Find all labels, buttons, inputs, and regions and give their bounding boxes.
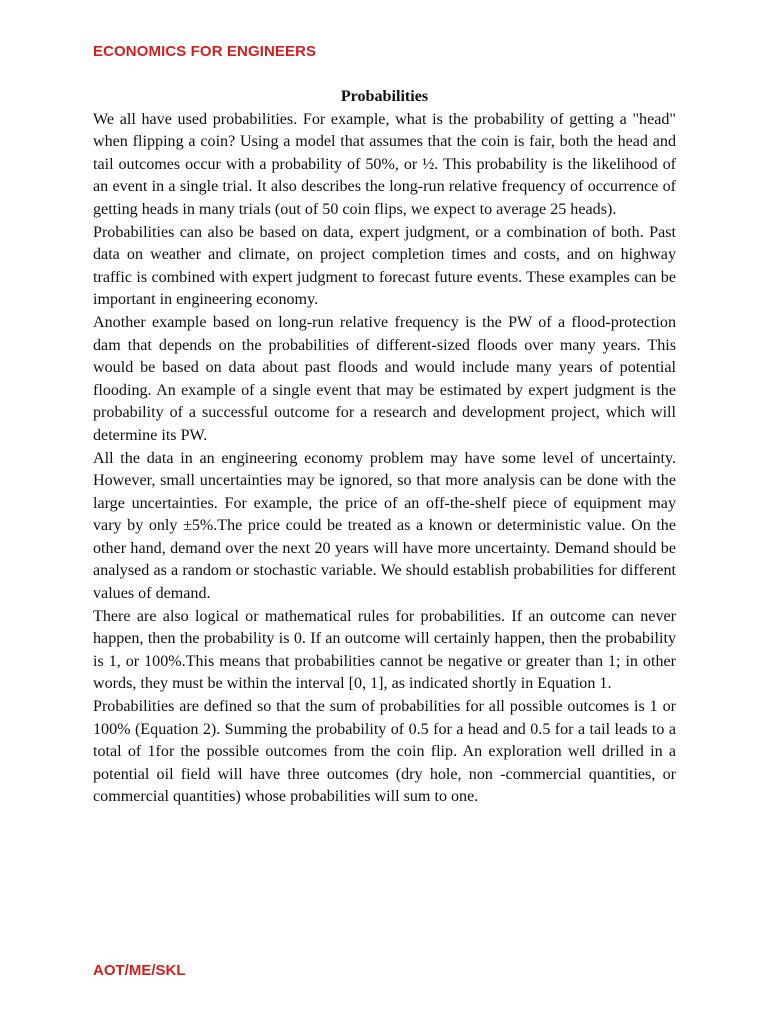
section-title: Probabilities xyxy=(340,88,429,105)
paragraph-4: All the data in an engineering economy problem may have some level of uncertainty. However, small uncertainties may be ignored, so that more analysis can be done with the large uncertainties. For example, the price of an off-the-shelf piece of equipment may vary by only ±5%.The price could be treated as a known or deterministic value. On the other hand, demand over the next 20 years will have more uncertainty. Demand should be analysed as a random or stochastic variable. We should establish probabilities for different values of demand. xyxy=(93,449,676,603)
paragraph-6: Probabilities are defined so that the sum of probabilities for all possible outcomes is 1 or 100% (Equation 2). Summing the probability of 0.5 for a head and 0.5 for a tail leads to a total of 1for the possible outcomes from the coin flip. An exploration well drilled in a potential oil field will have three outcomes (dry hole, non -commercial quantities, or commercial quantities) whose probabilities will sum to one. xyxy=(93,698,676,806)
paragraph-2: Probabilities can also be based on data, expert judgment, or a combination of both. Past data on weather and climate, on project completion times and costs, and on highway traffic is combined with expert judgment to forecast future events. These examples can be important in engineering economy. xyxy=(93,223,676,309)
paragraph-1: We all have used probabilities. For example, what is the probability of getting a "head" when flipping a coin? Using a model that assumes that the coin is fair, both the head and tail outcomes occur with a probability of 50%, or ½. This probability is the likelihood of an event in a single trial. It also describes the long-run relative frequency of occurrence of getting heads in many trials (out of 50 coin flips, we expect to average 25 heads). xyxy=(93,110,676,218)
page-footer: AOT/ME/SKL xyxy=(93,962,186,979)
page-header: ECONOMICS FOR ENGINEERS xyxy=(93,43,317,60)
document-body xyxy=(93,86,676,809)
paragraph-3: Another example based on long-run relative frequency is the PW of a flood-protection dam that depends on the probabilities of different-sized floods over many years. This would be based on data about past floods and would include many years of potential flooding. An example of a single event that may be estimated by expert judgment is the probability of a successful outcome for a research and development project, which will determine its PW. xyxy=(93,313,676,444)
paragraph-5: There are also logical or mathematical rules for probabilities. If an outcome can never happen, then the probability is 0. If an outcome will certainly happen, then the probability is 1, or 100%.This means that probabilities cannot be negative or greater than 1; in other words, they must be within the interval [0, 1], as indicated shortly in Equation 1. xyxy=(93,607,676,693)
